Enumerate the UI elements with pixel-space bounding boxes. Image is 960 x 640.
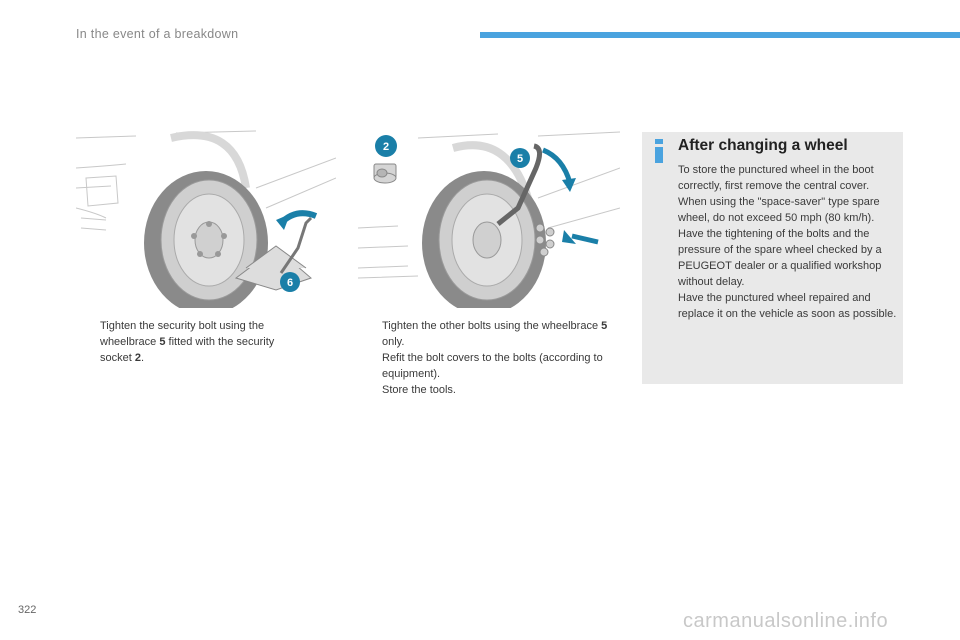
- header-accent-bar: [480, 32, 960, 38]
- info-icon: [654, 139, 664, 163]
- info-paragraph: Have the punctured wheel repaired and replace it on the vehicle as soon as possible.: [678, 292, 897, 320]
- info-paragraph: To store the punctured wheel in the boot correctly, first remove the central cover.: [678, 164, 874, 192]
- callout-5: 5: [516, 153, 524, 165]
- left-instructions: [76, 318, 306, 366]
- callout-6: 6: [286, 277, 294, 289]
- middle-instructions: [358, 318, 613, 398]
- page-header-title: In the event of a breakdown: [76, 27, 239, 41]
- info-box-text: [678, 162, 900, 322]
- info-paragraph: Have the tightening of the bolts and the pressure of the spare wheel checked by a PEUGEOT dealer or a qualified workshop without delay.: [678, 228, 882, 288]
- list-item: Tighten the security bolt using the wheelbrace 5 fitted with the security socket 2.: [100, 320, 275, 364]
- jack-wheel-illustration: [76, 128, 336, 308]
- list-item: Refit the bolt covers to the bolts (according to equipment).: [382, 352, 603, 380]
- wheelbrace-illustration: [358, 128, 620, 308]
- watermark: carmanualsonline.info: [683, 610, 889, 632]
- list-item: Tighten the other bolts using the wheelbrace 5 only.: [382, 320, 608, 348]
- page-number: 322: [18, 604, 37, 616]
- info-paragraph: When using the "space-saver" type spare wheel, do not exceed 50 mph (80 km/h).: [678, 196, 880, 224]
- info-box-title: After changing a wheel: [678, 137, 848, 154]
- list-item: Store the tools.: [382, 384, 456, 396]
- info-box: [642, 132, 903, 384]
- callout-2: 2: [382, 141, 390, 153]
